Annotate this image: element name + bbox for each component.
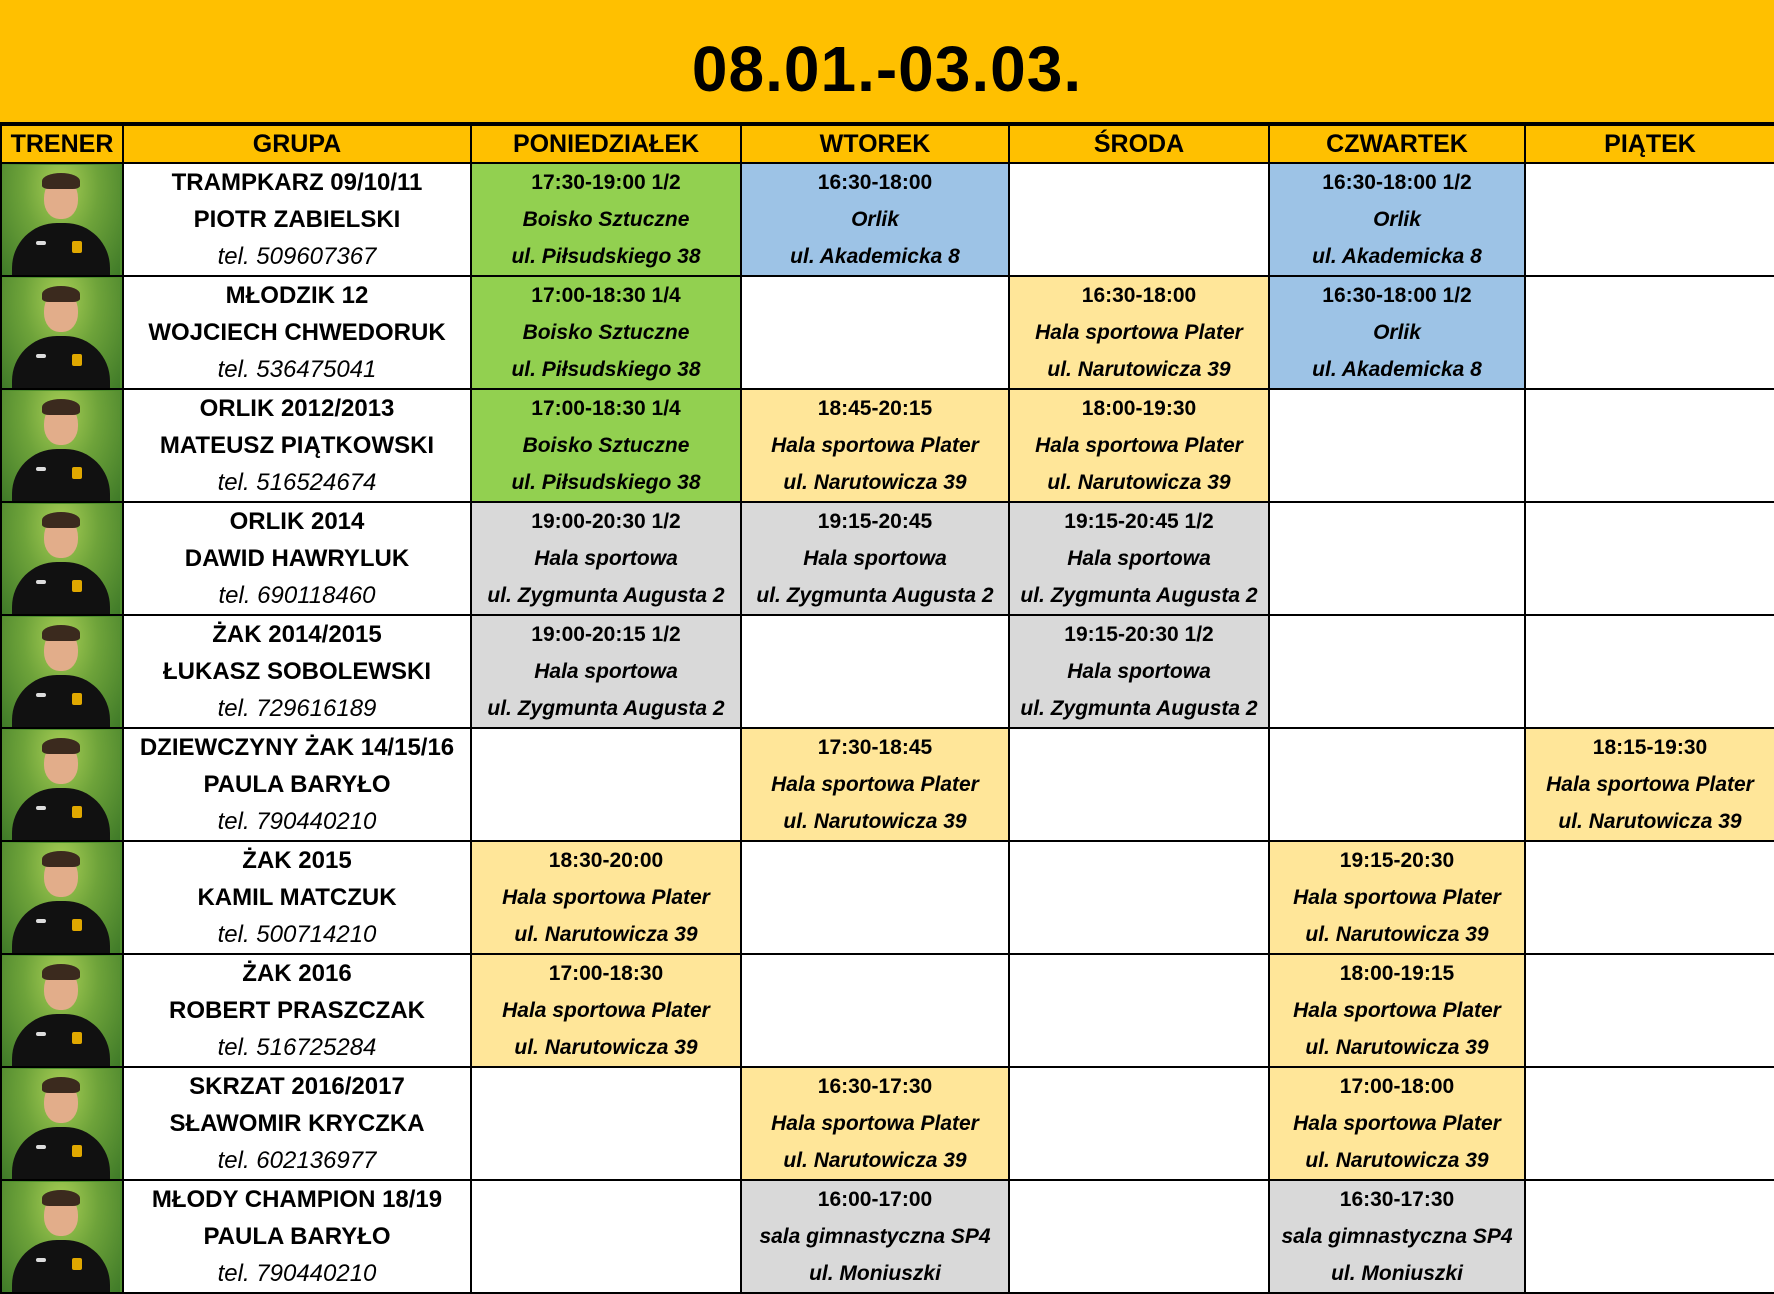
brand-logo-icon [36, 1258, 46, 1262]
slot-wednesday [1009, 1067, 1269, 1180]
slot-venue: Hala sportowa Plater [502, 886, 710, 909]
group-name: SKRZAT 2016/2017 [189, 1073, 405, 1100]
slot-friday [1525, 615, 1774, 728]
slot-venue: sala gimnastyczna SP4 [759, 1225, 991, 1248]
coach-phone: tel. 536475041 [217, 356, 377, 383]
table-row [1, 954, 1774, 1067]
coach-phone: tel. 516725284 [217, 1034, 377, 1061]
club-crest-icon [72, 241, 82, 253]
avatar-hair [42, 738, 80, 754]
avatar [2, 843, 120, 953]
slot-friday [1525, 1067, 1774, 1180]
group-cell [123, 163, 471, 276]
slot-friday [1525, 1180, 1774, 1293]
group-cell [123, 276, 471, 389]
slot-time: 18:30-20:00 [548, 849, 664, 872]
slot-address: ul. Zygmunta Augusta 2 [756, 584, 994, 607]
slot-address: ul. Moniuszki [1331, 1262, 1463, 1285]
brand-logo-icon [36, 1145, 46, 1149]
slot-time: 18:15-19:30 [1592, 736, 1708, 759]
slot-time: 16:30-17:30 [817, 1075, 933, 1098]
table-row [1, 728, 1774, 841]
slot-venue: Hala sportowa Plater [771, 773, 979, 796]
slot-address: ul. Narutowicza 39 [1305, 1149, 1489, 1172]
brand-logo-icon [36, 580, 46, 584]
slot-address: ul. Narutowicza 39 [783, 810, 967, 833]
coach-photo-cell [1, 276, 123, 389]
avatar-shirt [12, 449, 110, 501]
slot-time: 19:15-20:30 [1339, 849, 1455, 872]
avatar-hair [42, 851, 80, 867]
slot-venue: Hala sportowa Plater [1035, 434, 1243, 457]
page-title: 08.01.-03.03. [691, 33, 1083, 105]
coach-phone: tel. 790440210 [217, 1260, 377, 1287]
group-name: MŁODZIK 12 [225, 282, 369, 309]
slot-address: ul. Narutowicza 39 [1047, 358, 1231, 381]
slot-venue: Hala sportowa Plater [502, 999, 710, 1022]
slot-time: 19:15-20:45 1/2 [1064, 510, 1214, 533]
coach-phone: tel. 690118460 [218, 582, 376, 609]
slot-monday [471, 1067, 741, 1180]
brand-logo-icon [36, 241, 46, 245]
slot-monday [471, 615, 741, 728]
slot-tuesday [741, 163, 1009, 276]
slot-friday [1525, 389, 1774, 502]
slot-tuesday [741, 841, 1009, 954]
coach-name: WOJCIECH CHWEDORUK [148, 319, 446, 346]
brand-logo-icon [36, 919, 46, 923]
avatar-hair [42, 964, 80, 980]
avatar-shirt [12, 562, 110, 614]
header-thursday: CZWARTEK [1269, 125, 1525, 163]
header-row [1, 125, 1774, 163]
header-trener: TRENER [1, 125, 123, 163]
avatar-shirt [12, 1240, 110, 1292]
group-cell [123, 954, 471, 1067]
brand-logo-icon [36, 693, 46, 697]
avatar [2, 730, 120, 840]
slot-address: ul. Piłsudskiego 38 [511, 358, 701, 381]
avatar-shirt [12, 1014, 110, 1066]
avatar-shirt [12, 1127, 110, 1179]
table-row [1, 1180, 1774, 1293]
slot-monday [471, 276, 741, 389]
group-name: TRAMPKARZ 09/10/11 [171, 169, 423, 196]
group-cell [123, 389, 471, 502]
slot-venue: Boisko Sztuczne [522, 434, 690, 457]
avatar-shirt [12, 223, 110, 275]
coach-name: SŁAWOMIR KRYCZKA [169, 1110, 425, 1137]
brand-logo-icon [36, 806, 46, 810]
slot-time: 18:00-19:15 [1339, 962, 1455, 985]
slot-wednesday [1009, 276, 1269, 389]
slot-thursday [1269, 163, 1525, 276]
table-row [1, 502, 1774, 615]
slot-address: ul. Akademicka 8 [790, 245, 960, 268]
slot-thursday [1269, 954, 1525, 1067]
header-grupa: GRUPA [123, 125, 471, 163]
slot-thursday [1269, 276, 1525, 389]
avatar-shirt [12, 675, 110, 727]
slot-time: 17:00-18:00 [1339, 1075, 1455, 1098]
slot-address: ul. Piłsudskiego 38 [511, 471, 701, 494]
slot-wednesday [1009, 163, 1269, 276]
slot-thursday [1269, 1180, 1525, 1293]
slot-tuesday [741, 1067, 1009, 1180]
coach-photo-cell [1, 1180, 123, 1293]
slot-time: 17:30-19:00 1/2 [531, 171, 681, 194]
slot-venue: Hala sportowa Plater [771, 1112, 979, 1135]
club-crest-icon [72, 1258, 82, 1270]
club-crest-icon [72, 354, 82, 366]
slot-time: 19:00-20:15 1/2 [531, 623, 681, 646]
avatar [2, 391, 120, 501]
table-row [1, 163, 1774, 276]
group-name: ORLIK 2014 [229, 508, 365, 535]
club-crest-icon [72, 919, 82, 931]
slot-time: 18:45-20:15 [817, 397, 933, 420]
coach-name: PAULA BARYŁO [203, 1223, 391, 1250]
avatar-hair [42, 1077, 80, 1093]
avatar-hair [42, 286, 80, 302]
slot-address: ul. Akademicka 8 [1312, 245, 1482, 268]
coach-photo-cell [1, 728, 123, 841]
slot-tuesday [741, 1180, 1009, 1293]
slot-monday [471, 389, 741, 502]
group-cell [123, 1067, 471, 1180]
slot-time: 19:00-20:30 1/2 [531, 510, 681, 533]
coach-photo-cell [1, 163, 123, 276]
coach-phone: tel. 516524674 [217, 469, 377, 496]
avatar [2, 1069, 120, 1179]
slot-time: 16:30-18:00 [1081, 284, 1197, 307]
coach-phone: tel. 509607367 [217, 243, 377, 270]
slot-friday [1525, 728, 1774, 841]
slot-address: ul. Narutowicza 39 [783, 1149, 967, 1172]
group-name: ŻAK 2015 [242, 847, 352, 874]
slot-venue: Orlik [1373, 208, 1421, 231]
avatar-shirt [12, 788, 110, 840]
slot-address: ul. Zygmunta Augusta 2 [487, 584, 725, 607]
slot-venue: Hala sportowa Plater [771, 434, 979, 457]
coach-name: KAMIL MATCZUK [197, 884, 397, 911]
slot-time: 17:00-18:30 1/4 [531, 397, 681, 420]
slot-thursday [1269, 728, 1525, 841]
slot-tuesday [741, 389, 1009, 502]
club-crest-icon [72, 693, 82, 705]
slot-address: ul. Akademicka 8 [1312, 358, 1482, 381]
brand-logo-icon [36, 354, 46, 358]
avatar [2, 1182, 120, 1292]
slot-address: ul. Piłsudskiego 38 [511, 245, 701, 268]
slot-thursday [1269, 502, 1525, 615]
slot-monday [471, 954, 741, 1067]
slot-time: 16:30-17:30 [1339, 1188, 1455, 1211]
club-crest-icon [72, 1145, 82, 1157]
slot-venue: Hala sportowa [803, 547, 947, 570]
slot-time: 16:00-17:00 [817, 1188, 933, 1211]
coach-name: DAWID HAWRYLUK [184, 545, 410, 572]
group-cell [123, 502, 471, 615]
coach-photo-cell [1, 389, 123, 502]
group-cell [123, 841, 471, 954]
avatar [2, 956, 120, 1066]
slot-venue: Hala sportowa Plater [1293, 999, 1501, 1022]
slot-monday [471, 502, 741, 615]
slot-venue: Orlik [1373, 321, 1421, 344]
avatar [2, 165, 120, 275]
coach-photo-cell [1, 954, 123, 1067]
group-cell [123, 1180, 471, 1293]
coach-photo-cell [1, 502, 123, 615]
slot-address: ul. Moniuszki [809, 1262, 941, 1285]
avatar-hair [42, 512, 80, 528]
slot-address: ul. Narutowicza 39 [783, 471, 967, 494]
brand-logo-icon [36, 467, 46, 471]
slot-address: ul. Narutowicza 39 [1305, 1036, 1489, 1059]
slot-venue: Boisko Sztuczne [522, 321, 690, 344]
slot-wednesday [1009, 954, 1269, 1067]
slot-wednesday [1009, 389, 1269, 502]
slot-venue: Hala sportowa Plater [1035, 321, 1243, 344]
slot-wednesday [1009, 615, 1269, 728]
avatar [2, 504, 120, 614]
slot-wednesday [1009, 1180, 1269, 1293]
slot-address: ul. Zygmunta Augusta 2 [1020, 584, 1258, 607]
slot-venue: Orlik [851, 208, 899, 231]
slot-tuesday [741, 502, 1009, 615]
slot-tuesday [741, 615, 1009, 728]
avatar-shirt [12, 336, 110, 388]
slot-address: ul. Narutowicza 39 [1047, 471, 1231, 494]
coach-phone: tel. 602136977 [217, 1147, 377, 1174]
coach-photo-cell [1, 1067, 123, 1180]
slot-monday [471, 728, 741, 841]
slot-venue: Hala sportowa Plater [1546, 773, 1754, 796]
slot-monday [471, 163, 741, 276]
table-row [1, 841, 1774, 954]
slot-time: 18:00-19:30 [1081, 397, 1197, 420]
coach-photo-cell [1, 615, 123, 728]
group-cell [123, 615, 471, 728]
coach-name: MATEUSZ PIĄTKOWSKI [159, 432, 435, 459]
slot-thursday [1269, 841, 1525, 954]
slot-thursday [1269, 615, 1525, 728]
avatar [2, 617, 120, 727]
slot-time: 19:15-20:45 [817, 510, 933, 533]
coach-phone: tel. 729616189 [217, 695, 377, 722]
slot-tuesday [741, 728, 1009, 841]
table-row [1, 389, 1774, 502]
slot-thursday [1269, 389, 1525, 502]
slot-venue: Hala sportowa [1067, 660, 1211, 683]
slot-monday [471, 1180, 741, 1293]
slot-time: 19:15-20:30 1/2 [1064, 623, 1214, 646]
avatar-hair [42, 399, 80, 415]
avatar-shirt [12, 901, 110, 953]
coach-name: PAULA BARYŁO [203, 771, 391, 798]
group-name: ORLIK 2012/2013 [199, 395, 395, 422]
brand-logo-icon [36, 1032, 46, 1036]
coach-name: PIOTR ZABIELSKI [193, 206, 401, 233]
club-crest-icon [72, 580, 82, 592]
slot-address: ul. Narutowicza 39 [514, 1036, 698, 1059]
slot-time: 17:30-18:45 [817, 736, 933, 759]
coach-phone: tel. 500714210 [217, 921, 377, 948]
slot-tuesday [741, 276, 1009, 389]
group-name: DZIEWCZYNY ŻAK 14/15/16 [139, 734, 455, 761]
header-monday: PONIEDZIAŁEK [471, 125, 741, 163]
coach-name: ŁUKASZ SOBOLEWSKI [163, 658, 431, 685]
header-tuesday: WTOREK [741, 125, 1009, 163]
slot-venue: Boisko Sztuczne [522, 208, 690, 231]
table-row [1, 276, 1774, 389]
group-cell [123, 728, 471, 841]
slot-venue: Hala sportowa [1067, 547, 1211, 570]
slot-venue: Hala sportowa [534, 547, 678, 570]
slot-time: 16:30-18:00 1/2 [1322, 171, 1472, 194]
slot-address: ul. Narutowicza 39 [514, 923, 698, 946]
slot-thursday [1269, 1067, 1525, 1180]
slot-address: ul. Zygmunta Augusta 2 [487, 697, 725, 720]
slot-address: ul. Narutowicza 39 [1305, 923, 1489, 946]
slot-venue: sala gimnastyczna SP4 [1281, 1225, 1513, 1248]
slot-friday [1525, 502, 1774, 615]
slot-time: 16:30-18:00 1/2 [1322, 284, 1472, 307]
slot-venue: Hala sportowa Plater [1293, 886, 1501, 909]
slot-monday [471, 841, 741, 954]
slot-friday [1525, 841, 1774, 954]
avatar-hair [42, 625, 80, 641]
avatar-hair [42, 1190, 80, 1206]
group-name: ŻAK 2014/2015 [212, 621, 382, 648]
group-name: MŁODY CHAMPION 18/19 [151, 1186, 443, 1213]
coach-photo-cell [1, 841, 123, 954]
avatar-hair [42, 173, 80, 189]
coach-phone: tel. 790440210 [217, 808, 377, 835]
avatar [2, 278, 120, 388]
group-name: ŻAK 2016 [242, 960, 352, 987]
slot-friday [1525, 276, 1774, 389]
coach-name: ROBERT PRASZCZAK [169, 997, 425, 1024]
table-row [1, 615, 1774, 728]
slot-wednesday [1009, 728, 1269, 841]
slot-address: ul. Zygmunta Augusta 2 [1020, 697, 1258, 720]
slot-friday [1525, 954, 1774, 1067]
club-crest-icon [72, 806, 82, 818]
club-crest-icon [72, 467, 82, 479]
slot-address: ul. Narutowicza 39 [1558, 810, 1742, 833]
slot-time: 16:30-18:00 [817, 171, 933, 194]
slot-time: 17:00-18:30 [548, 962, 664, 985]
club-crest-icon [72, 1032, 82, 1044]
slot-wednesday [1009, 502, 1269, 615]
header-friday: PIĄTEK [1525, 125, 1774, 163]
slot-wednesday [1009, 841, 1269, 954]
slot-venue: Hala sportowa [534, 660, 678, 683]
slot-venue: Hala sportowa Plater [1293, 1112, 1501, 1135]
slot-time: 17:00-18:30 1/4 [531, 284, 681, 307]
title-banner [0, 0, 1774, 124]
slot-friday [1525, 163, 1774, 276]
schedule-table [0, 124, 1774, 1294]
slot-tuesday [741, 954, 1009, 1067]
header-wednesday: ŚRODA [1009, 125, 1269, 163]
table-row [1, 1067, 1774, 1180]
